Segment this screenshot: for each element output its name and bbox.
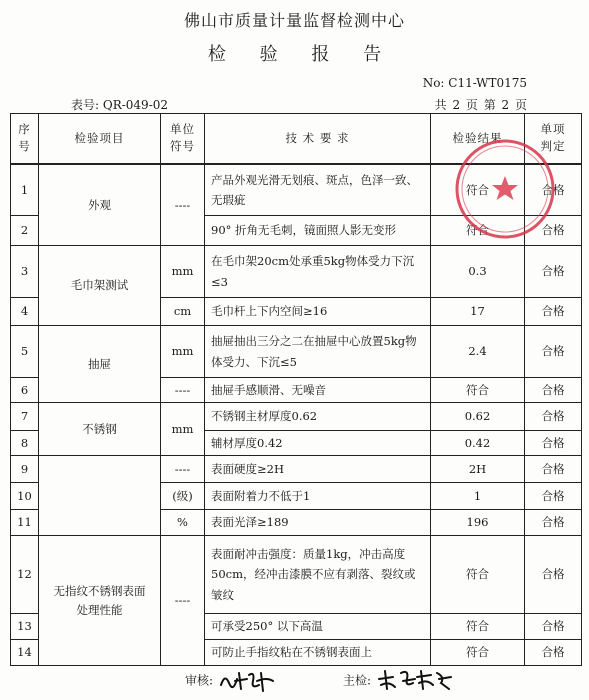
- row-result: 符合: [431, 378, 525, 403]
- row-seq: 10: [11, 483, 39, 510]
- header-result: 检验结果: [431, 114, 525, 164]
- row-result: 196: [431, 510, 525, 536]
- reviewer-label: 审核:: [185, 673, 214, 688]
- row-judgement: 合格: [525, 536, 582, 614]
- table-row: [11, 456, 582, 483]
- row-requirement: 抽屉手感顺滑、无噪音: [205, 378, 431, 403]
- row-seq: 5: [11, 326, 39, 378]
- row-unit: mm: [161, 246, 205, 298]
- row-result: 1: [431, 483, 525, 510]
- row-requirement: 表面硬度≥2H: [205, 456, 431, 483]
- row-result: 2.4: [431, 326, 525, 378]
- row-unit: cm: [161, 298, 205, 326]
- report-number: No: C11-WT0175: [422, 76, 527, 90]
- row-item: 外观: [39, 164, 161, 246]
- row-unit: mm: [161, 403, 205, 456]
- row-unit: ----: [161, 378, 205, 403]
- row-result: 符合: [431, 536, 525, 614]
- row-requirement: 毛巾杆上下内空间≥16: [205, 298, 431, 326]
- row-seq: 14: [11, 640, 39, 666]
- row-requirement: 产品外观光滑无划痕、斑点，色泽一致、无瑕疵: [205, 164, 431, 216]
- row-requirement: 可防止手指纹粘在不锈钢表面上: [205, 640, 431, 666]
- row-seq: 12: [11, 536, 39, 614]
- header-item: 检验项目: [39, 114, 161, 164]
- row-item: 抽屉: [39, 326, 161, 403]
- row-requirement: 可承受250° 以下高温: [205, 614, 431, 640]
- row-unit: ----: [161, 164, 205, 246]
- row-unit: mm: [161, 326, 205, 378]
- row-seq: 8: [11, 431, 39, 456]
- row-seq: 7: [11, 403, 39, 431]
- row-requirement: 不锈钢主材厚度0.62: [205, 403, 431, 431]
- row-unit: ----: [161, 536, 205, 666]
- row-unit: (级): [161, 483, 205, 510]
- row-result: 符合: [431, 216, 525, 246]
- row-judgement: 合格: [525, 640, 582, 666]
- row-seq: 13: [11, 614, 39, 640]
- reviewer-signature: [217, 667, 277, 693]
- row-seq: 6: [11, 378, 39, 403]
- row-judgement: 合格: [525, 614, 582, 640]
- row-item: 无指纹不锈钢表面处理性能: [39, 536, 161, 666]
- row-seq: 9: [11, 456, 39, 483]
- header-unit: 单位符号: [161, 114, 205, 164]
- row-result: 符合: [431, 164, 525, 216]
- row-result: 0.42: [431, 431, 525, 456]
- table-row: [11, 246, 582, 298]
- header-requirement: 技 术 要 求: [205, 114, 431, 164]
- row-requirement: 表面附着力不低于1: [205, 483, 431, 510]
- row-item: [39, 456, 161, 536]
- row-judgement: 合格: [525, 246, 582, 298]
- page-info: 共 2 页 第 2 页: [434, 98, 527, 112]
- row-judgement: 合格: [525, 510, 582, 536]
- row-result: 2H: [431, 456, 525, 483]
- row-item: 不锈钢: [39, 403, 161, 456]
- row-judgement: 合格: [525, 298, 582, 326]
- row-judgement: 合格: [525, 164, 582, 216]
- row-judgement: 合格: [525, 326, 582, 378]
- row-requirement: 表面耐冲击强度：质量1kg，冲击高度50cm，经冲击漆膜不应有剥落、裂纹或皱纹: [205, 536, 431, 614]
- row-seq: 11: [11, 510, 39, 536]
- report-title: 检 验 报 告: [207, 44, 396, 65]
- approver-signature: [375, 667, 455, 693]
- row-seq: 4: [11, 298, 39, 326]
- row-judgement: 合格: [525, 216, 582, 246]
- row-judgement: 合格: [525, 456, 582, 483]
- reviewer-signature-block: [185, 667, 277, 693]
- row-requirement: 辅材厚度0.42: [205, 431, 431, 456]
- row-judgement: 合格: [525, 378, 582, 403]
- row-requirement: 90° 折角无毛刺，镜面照人影无变形: [205, 216, 431, 246]
- table-header-row: [11, 114, 582, 164]
- header-judgement: 单项判定: [525, 114, 582, 164]
- row-seq: 2: [11, 216, 39, 246]
- organization-name: 佛山市质量计量监督检测中心: [183, 11, 405, 30]
- row-requirement: 抽屉抽出三分之二在抽屉中心放置5kg物体受力、下沉≤5: [205, 326, 431, 378]
- row-unit: %: [161, 510, 205, 536]
- row-result: 0.3: [431, 246, 525, 298]
- table-row: [11, 403, 582, 431]
- form-number: 表号: QR-049-02: [71, 98, 169, 112]
- table-row: [11, 536, 582, 614]
- row-result: 符合: [431, 614, 525, 640]
- row-seq: 3: [11, 246, 39, 298]
- row-unit: ----: [161, 456, 205, 483]
- row-result: 17: [431, 298, 525, 326]
- row-result: 0.62: [431, 403, 525, 431]
- row-requirement: 在毛巾架20cm处承重5kg物体受力下沉≤3: [205, 246, 431, 298]
- row-item: 毛巾架测试: [39, 246, 161, 326]
- table-row: [11, 164, 582, 216]
- row-judgement: 合格: [525, 483, 582, 510]
- row-requirement: 表面光泽≥189: [205, 510, 431, 536]
- row-seq: 1: [11, 164, 39, 216]
- row-judgement: 合格: [525, 403, 582, 431]
- table-row: [11, 326, 582, 378]
- approver-signature-block: [343, 667, 455, 693]
- row-result: 符合: [431, 640, 525, 666]
- row-judgement: 合格: [525, 431, 582, 456]
- inspection-table: [10, 113, 582, 666]
- approver-label: 主检:: [343, 673, 372, 688]
- header-seq: 序号: [11, 114, 39, 164]
